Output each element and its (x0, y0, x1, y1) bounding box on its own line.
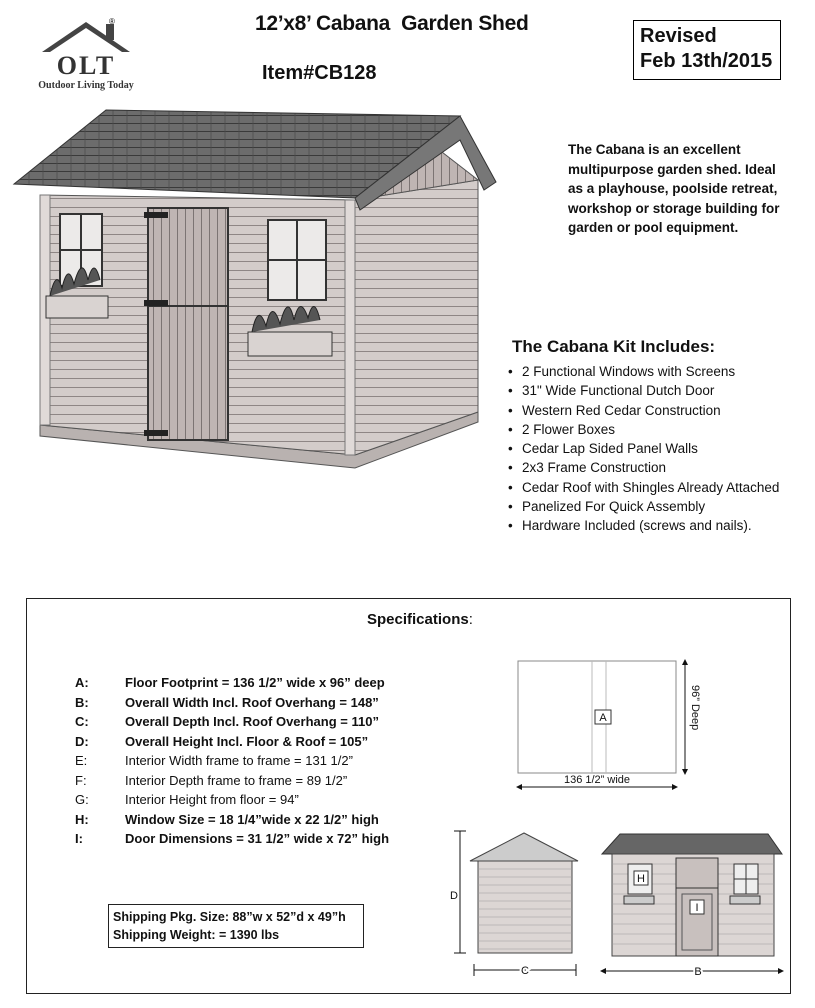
kit-heading: The Cabana Kit Includes: (512, 337, 716, 356)
logo-roof-icon (42, 22, 130, 52)
list-item: • Western Red Cedar Construction (508, 401, 779, 420)
kit-list (508, 362, 779, 536)
spec-row: G: Interior Height from floor = 94” (75, 792, 299, 807)
list-item: • 2 Flower Boxes (508, 420, 779, 439)
item-number: Item#CB128 (262, 62, 377, 84)
olt-logo (24, 12, 154, 92)
shipping-size: Shipping Pkg. Size: 88”w x 52”d x 49”h (113, 910, 346, 924)
right-flower-box (248, 332, 332, 356)
front-width-label: B (694, 966, 702, 978)
list-item: • 2 Functional Windows with Screens (508, 362, 779, 381)
shipping-box (108, 904, 364, 948)
spec-row: F: Interior Depth frame to frame = 89 1/2” (75, 772, 348, 788)
logo-registered-mark: ® (109, 17, 115, 26)
side-elevation-diagram (444, 825, 594, 985)
front-elevation-diagram (598, 828, 788, 988)
spec-row: I: Door Dimensions = 31 1/2” wide x 72” high (75, 831, 390, 846)
specifications-list (75, 673, 389, 849)
door-label: I (695, 902, 699, 914)
list-item: • Cedar Lap Sided Panel Walls (508, 439, 779, 458)
list-item: • Cedar Roof with Shingles Already Attached (508, 478, 779, 497)
list-item: • Panelized For Quick Assembly (508, 497, 779, 516)
spec-row: A: Floor Footprint = 136 1/2” wide x 96” deep (75, 675, 385, 690)
spec-row: B: Overall Width Incl. Roof Overhang = 148” (75, 694, 379, 710)
revised-date: Feb 13th/2015 (640, 50, 773, 72)
window-label: H (637, 873, 645, 885)
logo-tagline: Outdoor Living Today (38, 80, 134, 91)
door-illustration (148, 208, 228, 440)
left-flower-box (46, 296, 108, 318)
page-title: 12’x8’ Cabana Garden Shed (255, 12, 529, 35)
list-item: • 31" Wide Functional Dutch Door (508, 381, 779, 400)
logo-brand: OLT (56, 51, 116, 80)
list-item: • 2x3 Frame Construction (508, 458, 779, 477)
shipping-weight: Shipping Weight: = 1390 lbs (113, 928, 280, 942)
spec-row: D: Overall Height Incl. Floor & Roof = 105” (75, 733, 369, 749)
spec-row: C: Overall Depth Incl. Roof Overhang = 110” (75, 714, 379, 729)
list-item: • Hardware Included (screws and nails). (508, 516, 779, 535)
revised-box (633, 20, 781, 80)
revised-label: Revised (640, 25, 717, 47)
depth-label: 96” Deep (689, 685, 701, 731)
width-label: 136 1/2” wide (563, 774, 631, 786)
product-description: The Cabana is an excellent multipurpose garden shed. Ideal as a playhouse, poolside retreat, workshop or storage building for garden or pool equipment. (568, 142, 780, 235)
side-depth-label: C (521, 965, 529, 977)
shed-illustration (10, 100, 500, 540)
floor-label: A (599, 712, 607, 724)
specifications-heading: Specifications: (367, 611, 473, 628)
side-height-label: D (450, 890, 458, 902)
spec-row: E: Interior Width frame to frame = 131 1/2” (75, 753, 353, 768)
floor-plan-diagram (510, 655, 710, 795)
spec-row: H: Window Size = 18 1/4”wide x 22 1/2” high (75, 811, 379, 827)
